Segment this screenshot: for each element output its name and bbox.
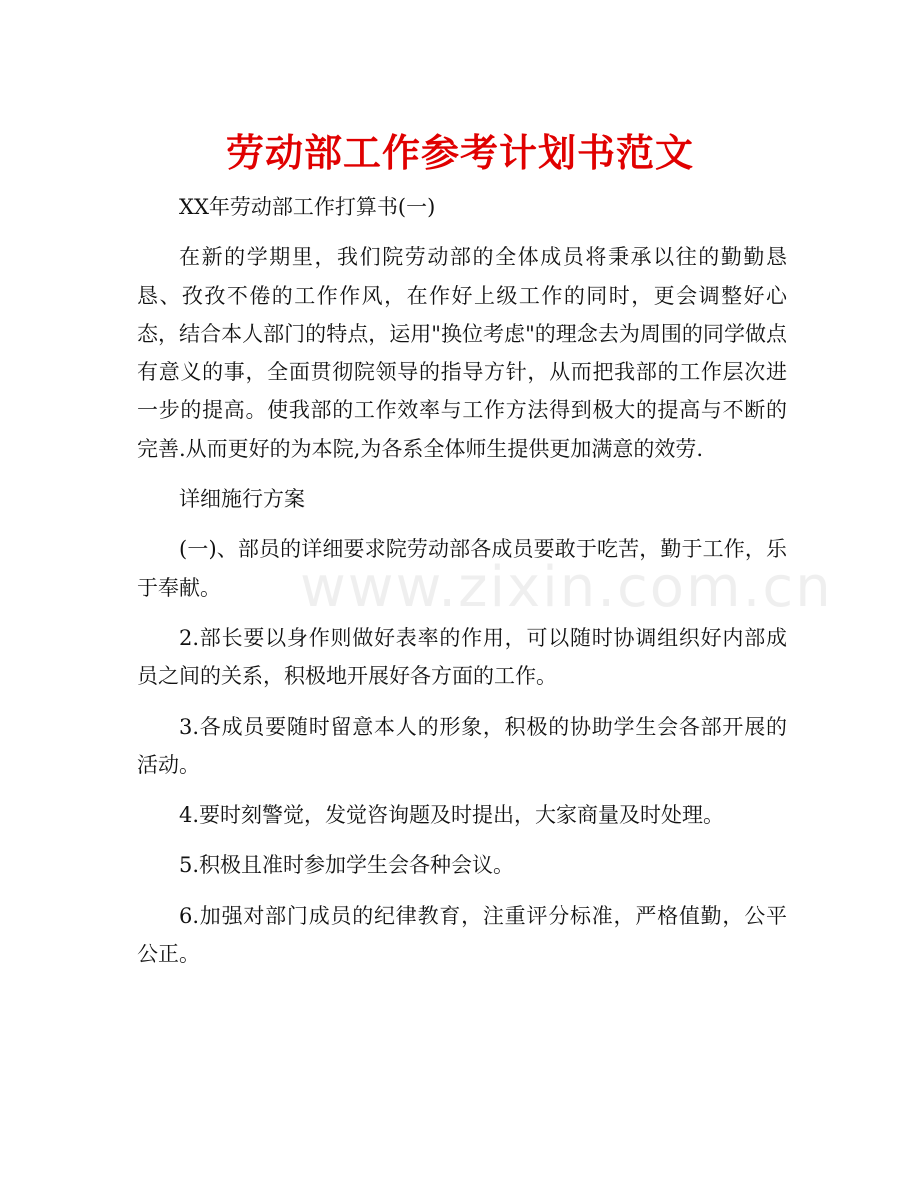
paragraph-subtitle: XX年劳动部工作打算书(一) (179, 195, 436, 219)
paragraph-item-1: (一)、部员的详细要求院劳动部各成员要敢于吃苦，勤于工作，乐于奉献。 (137, 537, 787, 600)
paragraph-item-4: 4.要时刻警觉，发觉咨询题及时提出，大家商量及时处理。 (179, 803, 725, 828)
paragraph-item-6: 6.加强对部门成员的纪律教育，注重评分标准，严格值勤，公平公正。 (137, 903, 787, 967)
paragraph-item-5: 5.积极且准时参加学生会各种会议。 (179, 853, 515, 878)
page-title: 劳动部工作参考计划书范文 (225, 130, 694, 175)
document-body (137, 188, 787, 985)
paragraph-intro: 在新的学期里，我们院劳动部的全体成员将秉承以往的勤勤恳恳、孜孜不倦的工作作风，在作好上级工作的同时，更会调整好心态，结合本人部门的特点，运用"换位考虑"的理念去为周围的同学做点有意义的事，全面贯彻院领导的指导方针，从而把我部的工作层次进一步的提高。使我部的工作效率与工作方法得到极大的提高与不断的完善.从而更好的为本院,为各系全体师生提供更加满意的效劳. (137, 245, 787, 461)
paragraph-section-heading: 详细施行方案 (179, 487, 305, 512)
watermark: www.zixin.com.cn (300, 555, 833, 620)
paragraph-item-3: 3.各成员要随时留意本人的形象，积极的协助学生会各部开展的活动。 (137, 714, 787, 777)
paragraph-item-2: 2.部长要以身作则做好表率的作用，可以随时协调组织好内部成员之间的关系，积极地开展好各方面的工作。 (137, 625, 787, 689)
